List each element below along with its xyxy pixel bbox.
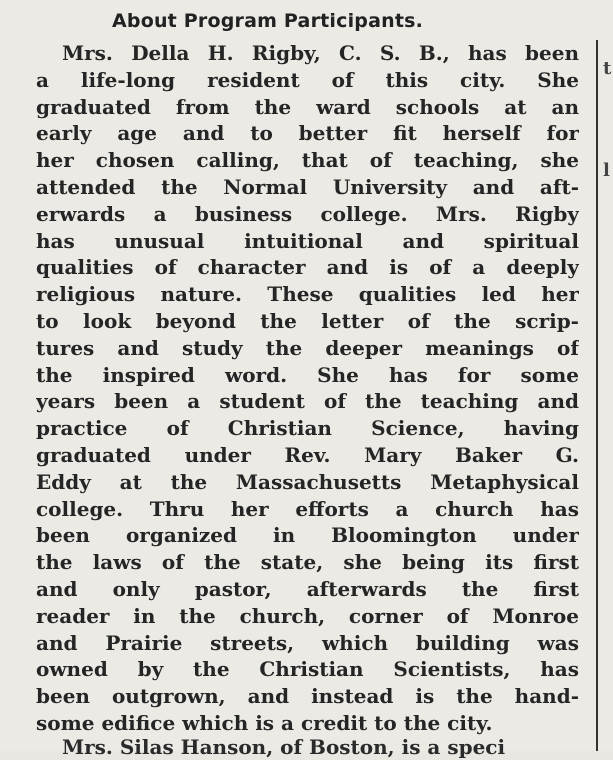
article-text-line: a life-long resident of this city. She — [36, 67, 579, 92]
article-text-line: reader in the church, corner of Monroe — [36, 603, 579, 628]
article-headline: About Program Participants. — [112, 10, 424, 32]
column-divider — [596, 40, 598, 751]
article-text-line: and Prairie streets, which building was — [36, 630, 579, 655]
article-text-line: has unusual intuitional and spiritual — [36, 228, 579, 253]
article-text-line: the laws of the state, she being its first — [36, 550, 579, 575]
adjacent-column-fragment: l — [603, 160, 610, 181]
article-text-line: college. Thru her efforts a church has — [36, 496, 579, 521]
article-text-line: been organized in Bloomington under — [36, 523, 579, 548]
article-text-line: her chosen calling, that of teaching, she — [36, 148, 579, 173]
adjacent-column-fragment: t — [603, 58, 612, 79]
article-text-line: and only pastor, afterwards the first — [36, 577, 579, 601]
article-text-line: been outgrown, and instead is the hand- — [36, 684, 579, 709]
article-text-line: early age and to better fit herself for — [36, 121, 579, 146]
article-text-line: religious nature. These qualities led her — [36, 282, 579, 307]
next-paragraph-cut-line: Mrs. Silas Hanson, of Boston, is a speci — [62, 735, 506, 759]
article-text-line: to look beyond the letter of the scrip- — [36, 309, 579, 333]
article-text-line: attended the Normal University and aft- — [36, 175, 579, 199]
article-text-line: owned by the Christian Scientists, has — [36, 657, 579, 682]
article-text-line: erwards a business college. Mrs. Rigby — [36, 201, 579, 226]
article-text-line: some edifice which is a credit to the city. — [36, 711, 493, 735]
article-text-line: years been a student of the teaching and — [36, 389, 579, 414]
article-text-line: Eddy at the Massachusetts Metaphysical — [36, 469, 579, 494]
article-text-line: Mrs. Della H. Rigby, C. S. B., has been — [62, 41, 579, 65]
article-text-line: tures and study the deeper meanings of — [36, 335, 579, 360]
article-text-line: practice of Christian Science, having — [36, 416, 579, 441]
article-text-line: graduated from the ward schools at an — [36, 94, 579, 119]
article-text-line: the inspired word. She has for some — [36, 362, 579, 387]
article-text-line: qualities of character and is of a deeply — [36, 255, 579, 280]
article-text-line: graduated under Rev. Mary Baker G. — [36, 443, 579, 467]
